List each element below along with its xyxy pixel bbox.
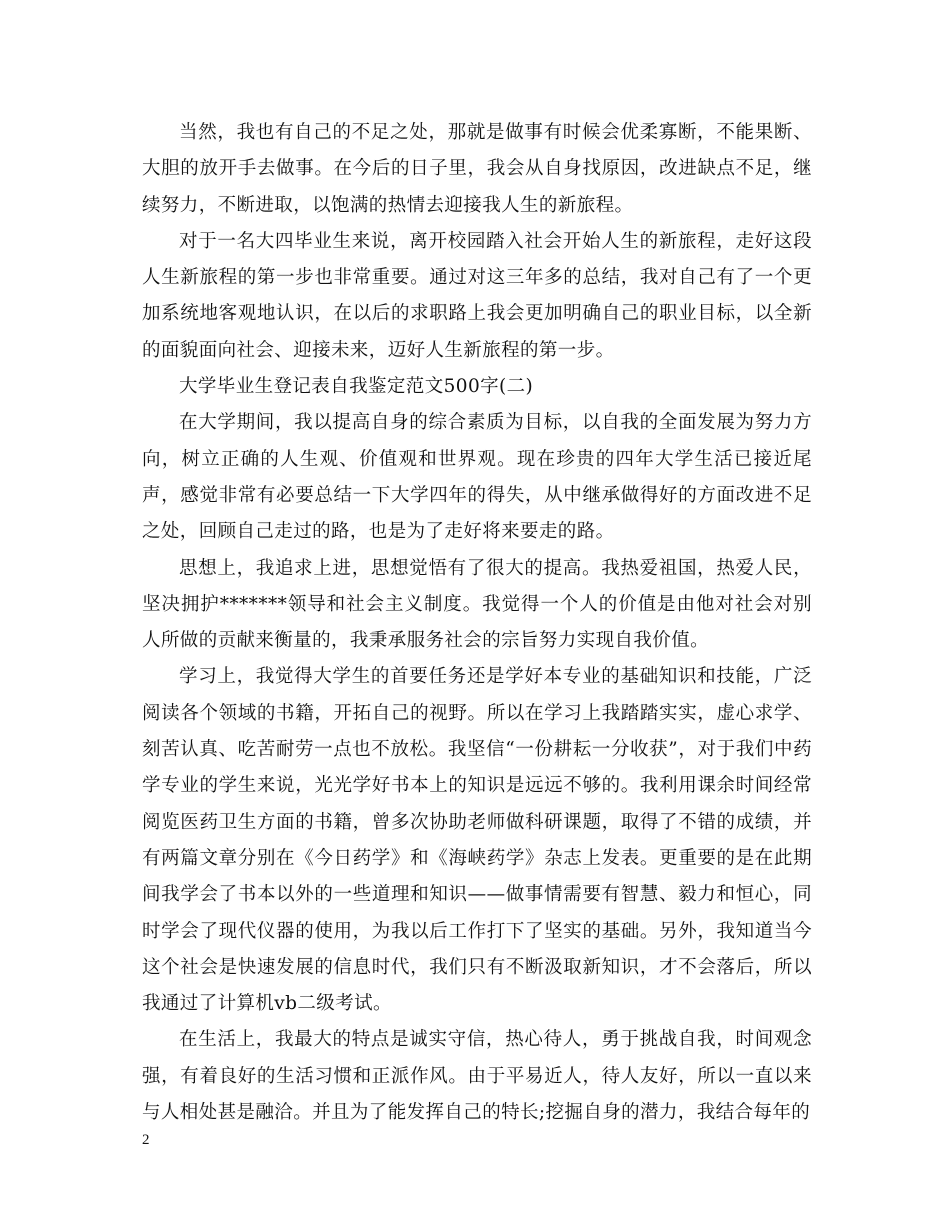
paragraph-ideology: 思想上，我追求上进，思想觉悟有了很大的提高。我热爱祖国，热爱人民，坚决拥护*******领导和社会主义制度。我觉得一个人的价值是由他对社会对别人所做的贡献来衡量的，我秉承服务社会的宗旨努力实现自我价值。 <box>142 557 812 652</box>
paragraph-life: 在生活上，我最大的特点是诚实守信，热心待人，勇于挑战自我，时间观念强，有着良好的生活习惯和正派作风。由于平易近人，待人友好，所以一直以来与人相处甚是融洽。并且为了能发挥自己的特长;挖掘自身的潜力，我结合每年的 <box>142 1029 812 1124</box>
paragraph-graduate-outlook: 对于一名大四毕业生来说，离开校园踏入社会开始人生的新旅程，走好这段人生新旅程的第一步也非常重要。通过对这三年多的总结，我对自己有了一个更加系统地客观地认识，在以后的求职路上我会更加明确自己的职业目标，以全新的面貌面向社会、迎接未来，迈好人生新旅程的第一步。 <box>142 230 812 361</box>
paragraph-university-goals: 在大学期间，我以提高自身的综合素质为目标，以自我的全面发展为努力方向，树立正确的人生观、价值观和世界观。现在珍贵的四年大学生活已接近尾声，感觉非常有必要总结一下大学四年的得失，从中继承做得好的方面改进不足之处，回顾自己走过的路，也是为了走好将来要走的路。 <box>142 412 812 543</box>
section-heading: 大学毕业生登记表自我鉴定范文500字(二) <box>179 376 534 398</box>
paragraph-study: 学习上，我觉得大学生的首要任务还是学好本专业的基础知识和技能，广泛阅读各个领域的书籍，开拓自己的视野。所以在学习上我踏踏实实，虚心求学、刻苦认真、吃苦耐劳一点也不放松。我坚信“一份耕耘一分收获”，对于我们中药学专业的学生来说，光光学好书本上的知识是远远不够的。我利用课余时间经常阅览医药卫生方面的书籍，曾多次协助老师做科研课题，取得了不错的成绩，并有两篇文章分别在《今日药学》和《海峡药学》杂志上发表。更重要的是在此期间我学会了书本以外的一些道理和知识——做事情需要有智慧、毅力和恒心，同时学会了现代仪器的使用，为我以后工作打下了坚实的基础。另外，我知道当今这个社会是快速发展的信息时代，我们只有不断汲取新知识，才不会落后，所以我通过了计算机vb二级考试。 <box>142 666 812 1015</box>
document-body <box>142 115 812 1131</box>
paragraph-shortcomings: 当然，我也有自己的不足之处，那就是做事有时候会优柔寡断，不能果断、大胆的放开手去做事。在今后的日子里，我会从自身找原因，改进缺点不足，继续努力，不断进取，以饱满的热情去迎接我人生的新旅程。 <box>142 122 812 216</box>
page-number: 2 <box>142 1132 150 1148</box>
